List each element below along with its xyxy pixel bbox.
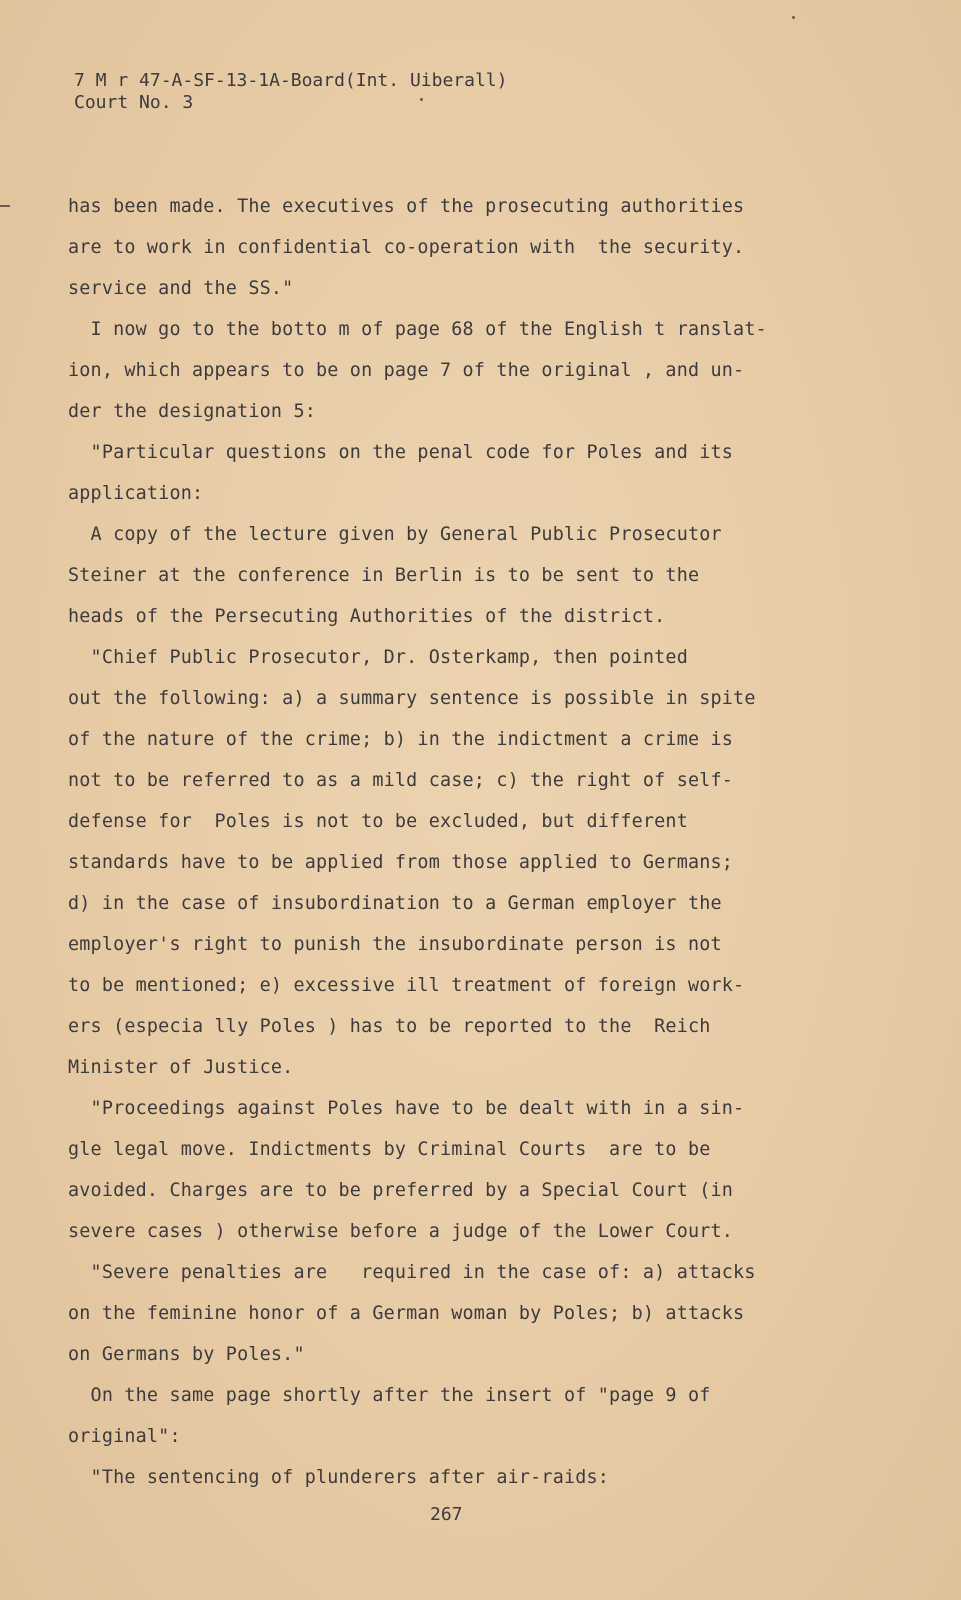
transcript-line: heads of the Persecuting Authorities of the district. [68, 606, 666, 627]
transcript-line: has been made. The executives of the prosecuting authorities [68, 196, 745, 217]
transcript-line: Minister of Justice. [68, 1057, 294, 1078]
transcript-line: employer's right to punish the insubordinate person is not [68, 934, 722, 955]
margin-mark [0, 205, 10, 207]
header-reference: 7 M r 47-A-SF-13-1A-Board(Int. Uiberall) [74, 70, 508, 91]
transcript-line: standards have to be applied from those applied to Germans; [68, 852, 734, 873]
transcript-body [68, 186, 898, 1498]
document-header [74, 70, 507, 114]
transcript-line: on Germans by Poles." [68, 1344, 305, 1365]
transcript-line: on the feminine honor of a German woman by Poles; b) attacks [68, 1303, 745, 1324]
transcript-line: gle legal move. Indictments by Criminal Courts are to be [68, 1139, 711, 1160]
transcript-line: "Severe penalties are required in the case of: a) attacks [68, 1262, 756, 1283]
transcript-line: "Proceedings against Poles have to be dealt with in a sin- [68, 1098, 745, 1119]
transcript-line: defense for Poles is not to be excluded, but different [68, 811, 688, 832]
transcript-line: "Chief Public Prosecutor, Dr. Osterkamp, then pointed [68, 647, 688, 668]
transcript-line: original": [68, 1426, 181, 1447]
transcript-line: avoided. Charges are to be preferred by a Special Court (in [68, 1180, 734, 1201]
transcript-line: "The sentencing of plunderers after air-raids: [68, 1467, 610, 1488]
transcript-line: Steiner at the conference in Berlin is to be sent to the [68, 565, 700, 586]
transcript-line: ion, which appears to be on page 7 of the original , and un- [68, 360, 745, 381]
transcript-line: of the nature of the crime; b) in the indictment a crime is [68, 729, 734, 750]
transcript-line: A copy of the lecture given by General Public Prosecutor [68, 524, 722, 545]
transcript-line: not to be referred to as a mild case; c) the right of self- [68, 770, 734, 791]
transcript-line: are to work in confidential co-operation with the security. [68, 237, 745, 258]
transcript-line: application: [68, 483, 204, 504]
transcript-line: to be mentioned; e) excessive ill treatment of foreign work- [68, 975, 745, 996]
header-court: Court No. 3 [74, 92, 194, 113]
transcript-line: I now go to the botto m of page 68 of the English t ranslat- [68, 319, 767, 340]
transcript-line: ers (especia lly Poles ) has to be reported to the Reich [68, 1016, 711, 1037]
transcript-line: der the designation 5: [68, 401, 316, 422]
transcript-line: "Particular questions on the penal code for Poles and its [68, 442, 734, 463]
transcript-line: On the same page shortly after the insert of "page 9 of [68, 1385, 711, 1406]
transcript-line: out the following: a) a summary sentence is possible in spite [68, 688, 756, 709]
page-number: 267 [430, 1504, 463, 1525]
transcript-line: service and the SS." [68, 278, 294, 299]
transcript-line: severe cases ) otherwise before a judge of the Lower Court. [68, 1221, 734, 1242]
speck [792, 16, 795, 19]
transcript-line: d) in the case of insubordination to a German employer the [68, 893, 722, 914]
